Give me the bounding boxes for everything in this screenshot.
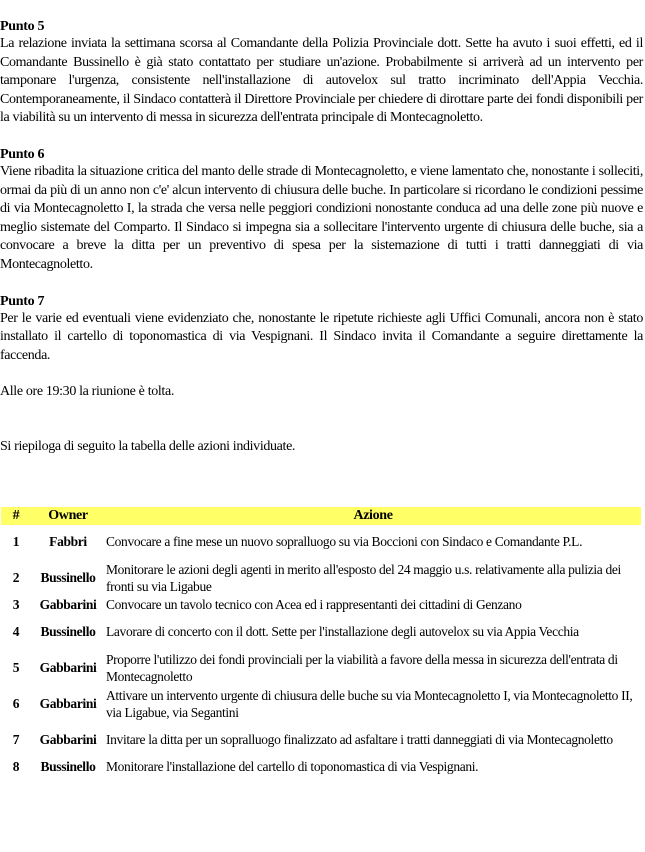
table-row	[1, 687, 641, 723]
row-num: 6	[12, 696, 20, 712]
row-num: 2	[12, 570, 20, 586]
row-owner: Fabbri	[49, 534, 87, 550]
row-azione: Convocare a fine mese un nuovo sopralluogo su via Boccioni con Sindaco e Comandante P.L.	[106, 534, 583, 550]
row-azione: Monitorare l'installazione del cartello di toponomastica di via Vespignani.	[106, 759, 479, 775]
row-azione: Convocare un tavolo tecnico con Acea ed i rappresentanti dei cittadini di Genzano	[106, 597, 522, 613]
row-owner: Bussinello	[40, 570, 96, 586]
actions-table	[1, 507, 641, 777]
row-azione: Attivare un intervento urgente di chiusura delle buche su via Montecagnoletto I, via Montecagnoletto II, via Ligabue, via Segantini	[106, 688, 633, 720]
row-owner: Bussinello	[40, 624, 96, 640]
punto-6-section	[0, 146, 643, 275]
table-row	[1, 561, 641, 597]
table-row	[1, 651, 641, 687]
row-azione: Monitorare le azioni degli agenti in merito all'esposto del 24 maggio u.s. relativamente alla pulizia dei fronti su via Ligabue	[106, 562, 621, 594]
table-row	[1, 597, 641, 615]
punto-5-section	[0, 18, 643, 128]
table-row	[1, 615, 641, 651]
closing-line: Alle ore 19:30 la riunione è tolta.	[0, 384, 174, 400]
summary-line: Si riepiloga di seguito la tabella delle azioni individuate.	[0, 438, 296, 454]
header-owner: Owner	[31, 507, 105, 525]
punto-5-heading: Punto 5	[0, 19, 45, 34]
row-owner: Gabbarini	[39, 732, 97, 748]
header-num: #	[1, 507, 31, 525]
row-num: 5	[12, 660, 20, 676]
punto-6-text: Viene ribadita la situazione critica del manto delle strade di Montecagnoletto, e viene lamentato che, nonostante i solleciti, ormai da più di un anno non c'e' alcun intervento di chiusura delle buche. In particolare si ricordano le condizioni pessime di via Montecagnoletto I, la strada che versa nelle peggiori condizioni nonostante conduca ad una delle zone più nuove e meglio sistemate del Comparto. Il Sindaco si impegna sia a sollecitare l'intervento urgente di chiusura delle buche, sia a convocare a breve la ditta per un preventivo di spesa per la sistemazione di tutti i tratti danneggiati di via Montecagnoletto.	[0, 163, 643, 272]
punto-7-text: Per le varie ed eventuali viene evidenziato che, nonostante le ripetute richieste agli Uffici Comunali, ancora non è stato installato il cartello di toponomastica di via Vespignani. Il Sindaco invita il Comandante a seguire direttamente la faccenda.	[0, 310, 643, 363]
punto-5-text: La relazione inviata la settimana scorsa al Comandante della Polizia Provinciale dott. Sette ha avuto i suoi effetti, ed il Comandante Bussinello è già stato contattato per studiare un'azione. Probabilmente si arriverà ad un intervento per tamponare l'urgenza, consistente nell'installazione di autovelox sul tratto incriminato dell'Appia Vecchia. Contemporaneamente, il Sindaco contatterà il Direttore Provinciale per chiedere di dirottare parte dei fondi disponibili per la viabilità su un intervento di messa in sicurezza dell'entrata principale di Montecagnoletto.	[0, 36, 643, 126]
row-num: 1	[12, 534, 20, 550]
punto-7-section	[0, 293, 643, 366]
punto-7-heading: Punto 7	[0, 293, 45, 309]
row-owner: Gabbarini	[39, 696, 97, 712]
row-num: 4	[12, 624, 20, 640]
punto-6-heading: Punto 6	[0, 146, 45, 162]
row-azione: Invitare la ditta per un sopralluogo finalizzato ad asfaltare i tratti danneggiati di via Montecagnoletto	[106, 732, 613, 748]
header-azione: Azione	[105, 507, 641, 525]
row-num: 3	[12, 597, 20, 613]
row-owner: Gabbarini	[39, 660, 97, 676]
table-row	[1, 525, 641, 561]
table-row	[1, 759, 641, 777]
row-azione: Proporre l'utilizzo dei fondi provinciali per la viabilità a favore della messa in sicurezza dell'entrata di Montecagnoletto	[106, 652, 618, 684]
row-num: 7	[12, 732, 20, 748]
row-owner: Bussinello	[40, 759, 96, 775]
row-azione: Lavorare di concerto con il dott. Sette per l'installazione degli autovelox su via Appia Vecchia	[106, 624, 579, 640]
row-num: 8	[12, 759, 20, 775]
document-page	[0, 18, 643, 777]
actions-table-header	[1, 507, 641, 525]
table-row	[1, 723, 641, 759]
row-owner: Gabbarini	[39, 597, 97, 613]
